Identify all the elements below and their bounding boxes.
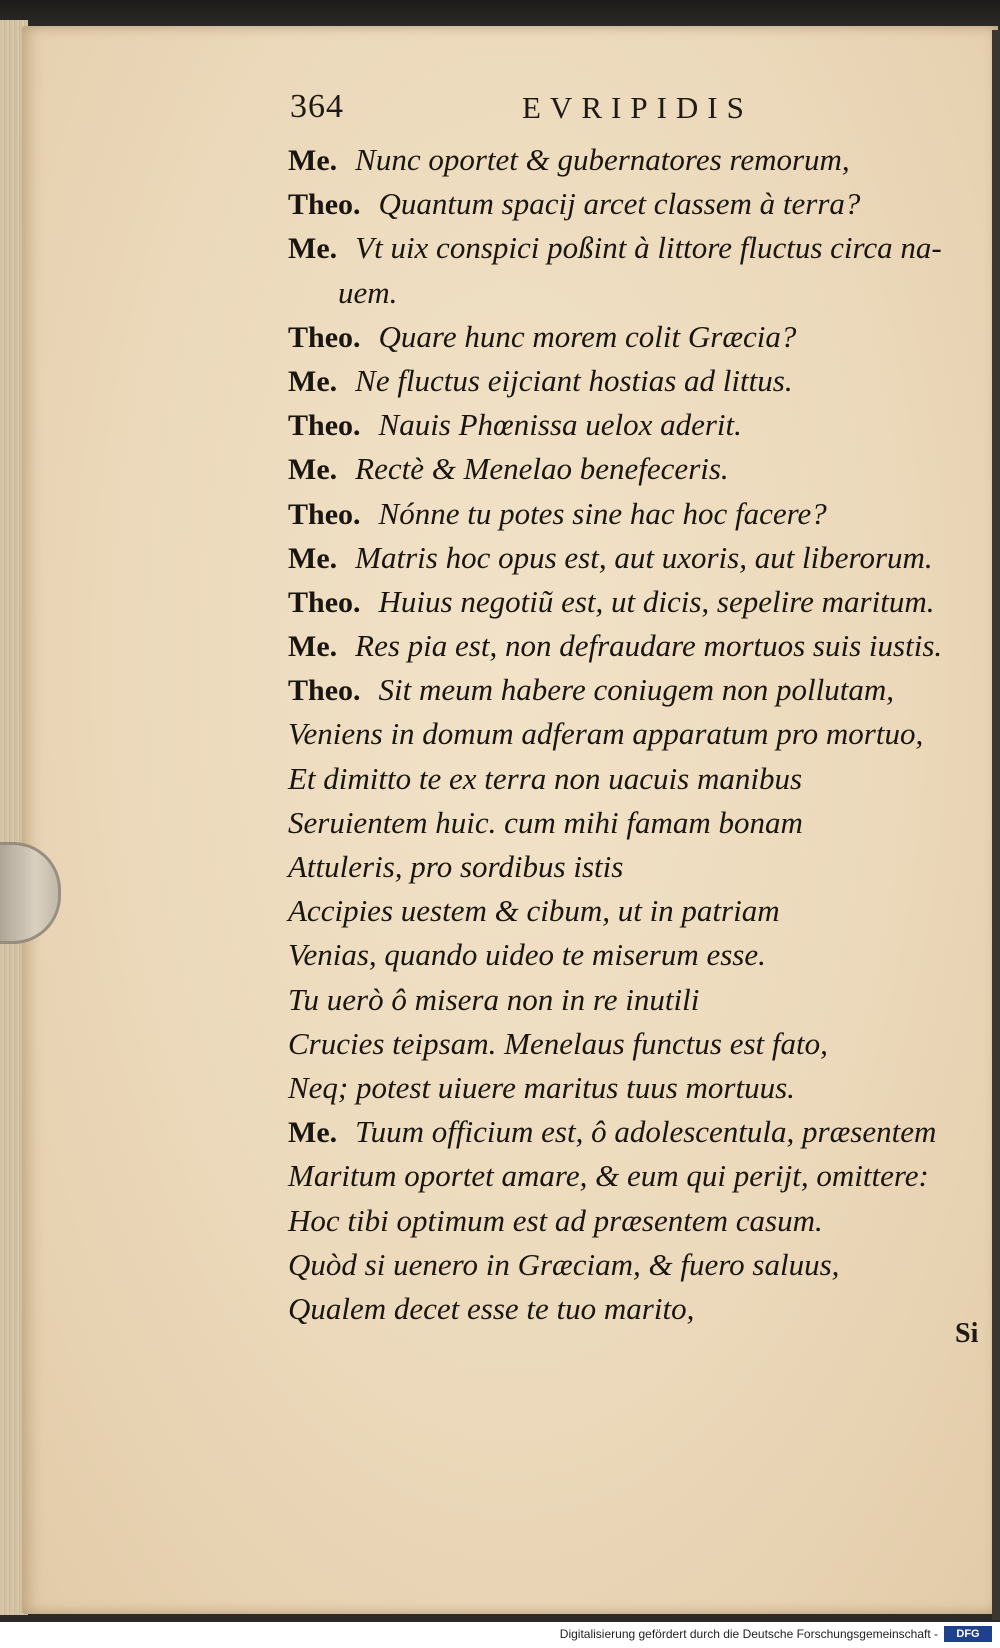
- line-text: Sit meum habere coniugem non pollutam,: [378, 672, 894, 708]
- line-text: Nauis Phœnissa uelox aderit.: [378, 407, 742, 443]
- line-text: Matris hoc opus est, aut uxoris, aut liberorum.: [355, 539, 933, 575]
- text-line: [288, 889, 993, 933]
- line-text: Veniens in domum adferam apparatum pro mortuo,: [288, 716, 924, 752]
- running-head: EVRIPIDIS: [522, 90, 753, 125]
- text-line: [288, 138, 993, 182]
- line-text: Vt uix conspici poßint à littore fluctus circa na-: [355, 230, 942, 266]
- line-text: Rectè & Menelao benefeceris.: [355, 451, 729, 487]
- text-line: [288, 757, 993, 801]
- catchword: Si: [955, 1318, 979, 1349]
- line-text: Maritum oportet amare, & eum qui perijt, omittere:: [288, 1158, 929, 1194]
- speaker-label: Theo.: [288, 674, 361, 708]
- line-text: Attuleris, pro sordibus istis: [288, 849, 624, 884]
- line-text: Accipies uestem & cibum, ut in patriam: [288, 893, 780, 929]
- text-line: [288, 1022, 993, 1066]
- scan-right-border: [992, 30, 1000, 1620]
- text-line: [288, 536, 993, 580]
- line-text: Quòd si uenero in Græciam, & fuero saluus,: [288, 1246, 840, 1282]
- speaker-label: Theo.: [288, 320, 361, 354]
- line-text: Tu uerò ô misera non in re inutili: [288, 981, 700, 1017]
- line-text: Ne fluctus eijciant hostias ad littus.: [355, 362, 793, 398]
- text-line: [288, 226, 993, 270]
- text-line: [288, 447, 993, 491]
- text-line: [288, 271, 993, 315]
- text-line: [288, 624, 993, 668]
- text-line: [288, 1243, 993, 1287]
- speaker-label: Me.: [288, 453, 338, 487]
- speaker-label: Me.: [288, 232, 338, 266]
- line-text: Crucies teipsam. Menelaus functus est fato,: [288, 1025, 828, 1061]
- line-text: Et dimitto te ex terra non uacuis manibus: [288, 760, 803, 796]
- line-text: Quare hunc morem colit Græcia?: [378, 318, 797, 354]
- dialogue-text: [288, 138, 993, 1331]
- dfg-logo-icon: DFG: [944, 1626, 992, 1642]
- speaker-label: Theo.: [288, 188, 361, 222]
- line-text: uem.: [338, 274, 398, 310]
- text-line: [288, 933, 993, 977]
- text-line: [288, 315, 993, 359]
- speaker-label: Me.: [288, 364, 338, 398]
- line-text: Res pia est, non defraudare mortuos suis iustis.: [355, 628, 943, 664]
- text-line: [288, 978, 993, 1022]
- text-line: [288, 359, 993, 403]
- page-number: 364: [290, 88, 344, 125]
- text-line: [288, 1199, 993, 1243]
- line-text: Nónne tu potes sine hac hoc facere?: [378, 495, 827, 531]
- text-line: [288, 182, 993, 226]
- speaker-label: Me.: [288, 144, 338, 177]
- page-header: [290, 88, 990, 132]
- speaker-label: Theo.: [288, 585, 361, 619]
- text-line: [288, 1154, 993, 1198]
- text-line: [288, 801, 993, 845]
- speaker-label: Theo.: [288, 409, 361, 443]
- text-line: [288, 403, 993, 447]
- line-text: Venias, quando uideo te miserum esse.: [288, 937, 766, 973]
- line-text: Neq; potest uiuere maritus tuus mortuus.: [288, 1069, 795, 1105]
- line-text: Tuum officium est, ô adolescentula, præsentem: [355, 1114, 937, 1150]
- text-line: [288, 1110, 993, 1154]
- speaker-label: Me.: [288, 630, 338, 664]
- line-text: Huius negotiũ est, ut dicis, sepelire maritum.: [378, 583, 935, 619]
- text-line: [288, 1066, 993, 1110]
- speaker-label: Me.: [288, 1116, 338, 1150]
- line-text: Hoc tibi optimum est ad præsentem casum.: [288, 1202, 823, 1238]
- text-line: [288, 712, 993, 756]
- text-line: [288, 492, 993, 536]
- text-line: [288, 580, 993, 624]
- speaker-label: Me.: [288, 541, 338, 575]
- line-text: Qualem decet esse te tuo marito,: [288, 1290, 695, 1326]
- footer-credit: Digitalisierung gefördert durch die Deutsche Forschungsgemeinschaft -: [559, 1627, 938, 1641]
- line-text: Nunc oportet & gubernatores remorum,: [355, 142, 850, 177]
- text-line: [288, 668, 993, 712]
- speaker-label: Theo.: [288, 497, 361, 531]
- line-text: Seruientem huic. cum mihi famam bonam: [288, 804, 803, 840]
- text-line: [288, 845, 993, 889]
- text-line: [288, 1287, 993, 1331]
- line-text: Quantum spacij arcet classem à terra?: [378, 186, 861, 222]
